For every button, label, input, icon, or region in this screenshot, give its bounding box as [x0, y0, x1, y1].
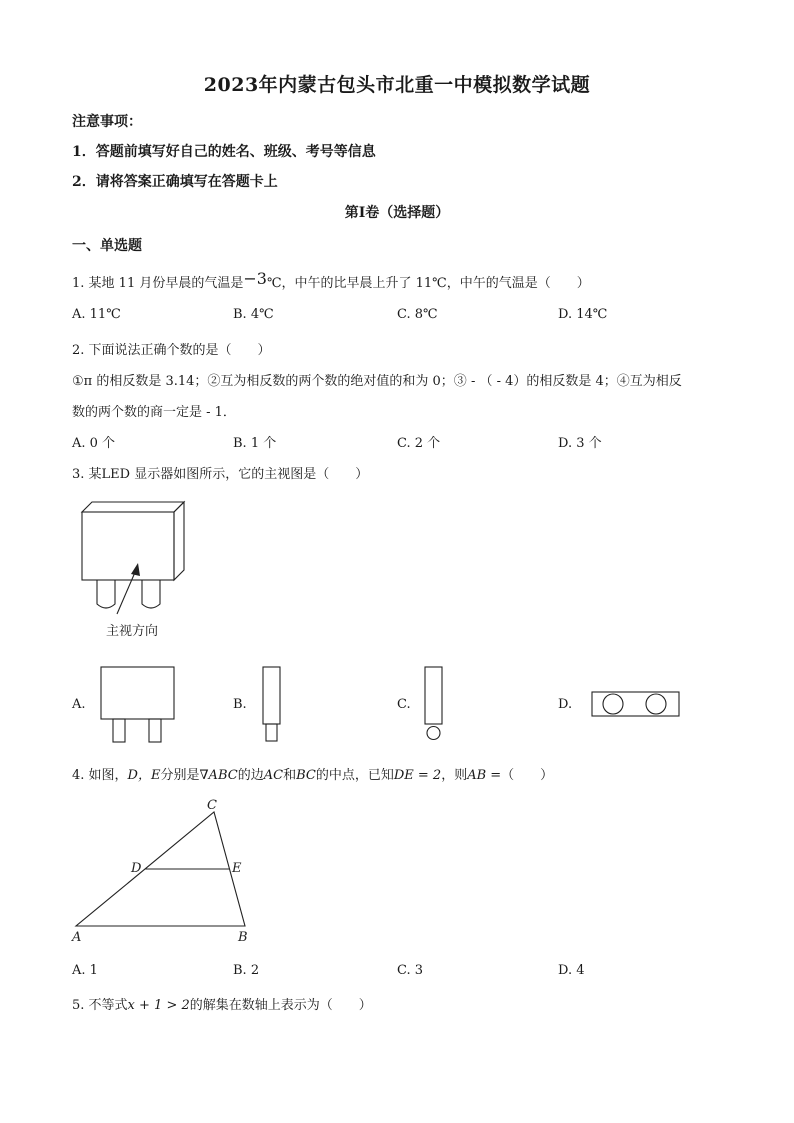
notice-item-1: 1．答题前填写好自己的姓名、班级、考号等信息: [72, 144, 376, 160]
notice-item-2: 2．请将答案正确填写在答题卡上: [72, 174, 278, 190]
temperature-value: −3: [243, 269, 267, 288]
label-a: A: [72, 930, 82, 945]
question-3-stem: 3. 某LED 显示器如图所示，它的主视图是（ ）: [72, 467, 369, 482]
question-2-line-2: 数的两个数的商一定是 - 1．: [72, 405, 236, 420]
q2-option-a[interactable]: A. 0 个: [72, 436, 116, 451]
q1-option-a[interactable]: A. 11℃: [72, 307, 121, 322]
label-b: B: [238, 930, 248, 945]
q4-option-d[interactable]: D. 4: [558, 963, 585, 978]
question-5-stem: 5. 不等式x + 1 > 2的解集在数轴上表示为（ ）: [72, 998, 372, 1013]
question-2-line-1: ①π 的相反数是 3.14；②互为相反数的两个数的绝对值的和为 0；③ - （ - 4）的相反数是 4；④互为相反: [72, 374, 682, 389]
q2-option-b[interactable]: B. 1 个: [233, 436, 277, 451]
q3-option-b-label[interactable]: B.: [233, 697, 247, 712]
view-direction-caption: 主视方向: [106, 624, 159, 639]
section-heading: 一、单选题: [72, 238, 142, 254]
label-c: C: [207, 798, 217, 813]
notice-heading: 注意事项：: [72, 114, 142, 130]
q3-option-d-label[interactable]: D.: [558, 697, 573, 712]
q4-option-b[interactable]: B. 2: [233, 963, 260, 978]
page-title: 2023年内蒙古包头市北重一中模拟数学试题: [203, 74, 591, 96]
q3-option-c-label[interactable]: C.: [397, 697, 411, 712]
q1-option-b[interactable]: B. 4℃: [233, 307, 274, 322]
q4-option-a[interactable]: A. 1: [72, 963, 98, 978]
q2-option-d[interactable]: D. 3 个: [558, 436, 602, 451]
part-heading: 第I卷（选择题）: [344, 205, 450, 221]
q3-option-a-label[interactable]: A.: [72, 697, 86, 712]
q1-option-c[interactable]: C. 8℃: [397, 307, 438, 322]
q1-option-d[interactable]: D. 14℃: [558, 307, 608, 322]
question-1-text-a: 1. 某地 11 月份早晨的气温是: [72, 276, 244, 291]
q4-option-c[interactable]: C. 3: [397, 963, 424, 978]
label-d: D: [131, 861, 142, 876]
label-e: E: [232, 861, 242, 876]
question-2-stem: 2. 下面说法正确个数的是（ ）: [72, 343, 271, 358]
question-4-stem: 4. 如图，D，E分别是∇ABC的边AC和BC的中点，已知DE = 2，则AB =（ ）: [72, 768, 554, 783]
q2-option-c[interactable]: C. 2 个: [397, 436, 441, 451]
question-1-text-b: ℃，中午的比早晨上升了 11℃，中午的气温是（ ）: [266, 276, 590, 291]
